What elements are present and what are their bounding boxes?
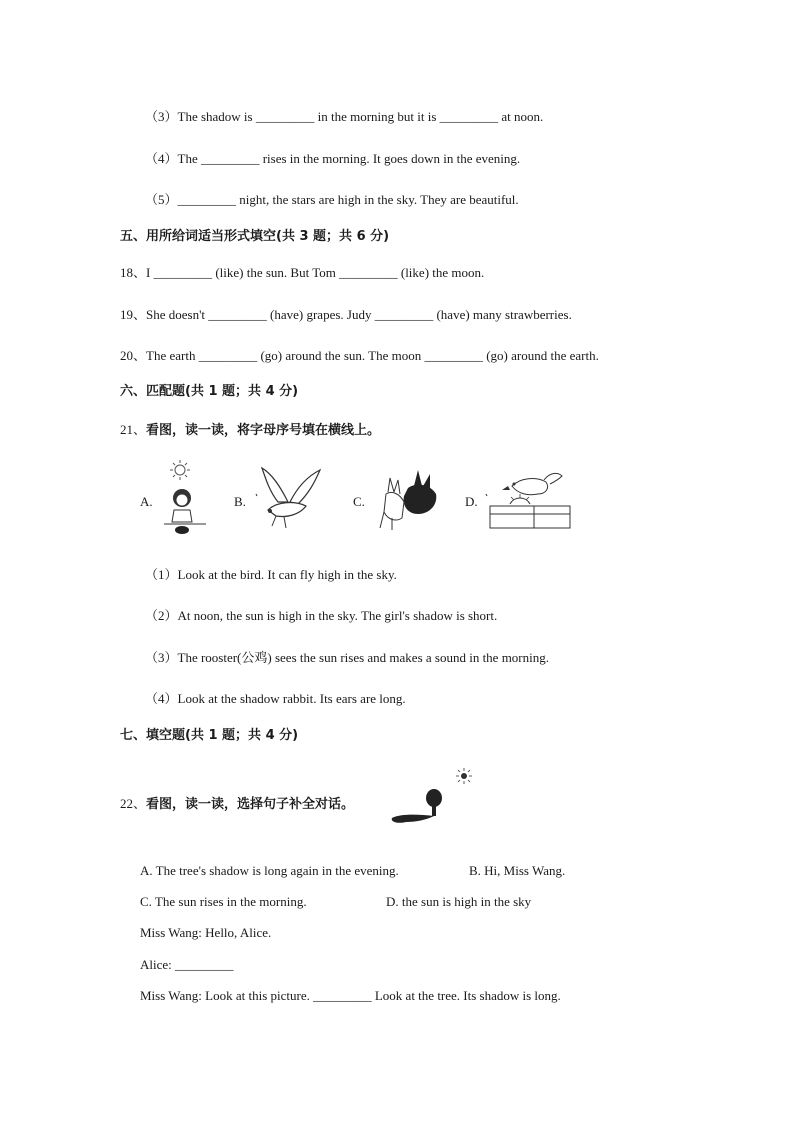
picture-label-b: B.: [234, 494, 246, 509]
option-d: D. the sun is high in the sky: [386, 894, 532, 909]
question-4-3: （3）The shadow is _________ in the morning but it is _________ at noon.: [145, 109, 544, 124]
tree-shadow-picture: [386, 766, 478, 828]
question-22: [120, 795, 354, 814]
question-19: 19、She doesn't _________ (have) grapes. Judy _________ (have) many strawberries.: [120, 307, 572, 322]
question-21: [120, 421, 380, 440]
section-7-heading: 七、填空题(共 1 题；共 4 分): [120, 728, 299, 743]
question-21-number: 21、: [120, 422, 147, 437]
question-18: 18、I _________ (like) the sun. But Tom _________ (like) the moon.: [120, 265, 485, 280]
question-4-4: （4）The _________ rises in the morning. It goes down in the evening.: [145, 151, 521, 166]
match-item-1: （1）Look at the bird. It can fly high in the sky.: [145, 567, 397, 582]
question-22-number: 22、: [120, 796, 147, 811]
picture-label-d: D.: [465, 494, 478, 509]
match-item-4: （4）Look at the shadow rabbit. Its ears are long.: [145, 691, 406, 706]
question-20: 20、The earth _________ (go) around the sun. The moon _________ (go) around the earth.: [120, 348, 599, 363]
shadow-rabbit-picture: [374, 468, 442, 532]
section-6-heading: 六、匹配题(共 1 题；共 4 分): [120, 384, 299, 399]
girl-shadow-picture: [160, 458, 210, 538]
question-4-5: （5）_________ night, the stars are high in the sky. They are beautiful.: [145, 192, 519, 207]
section-5-heading: 五、用所给词适当形式填空(共 3 题；共 6 分): [120, 229, 390, 244]
match-item-2: （2）At noon, the sun is high in the sky. The girl's shadow is short.: [145, 608, 498, 623]
match-item-3: （3）The rooster(公鸡) sees the sun rises and makes a sound in the morning.: [145, 650, 550, 665]
question-22-instruction: 看图，读一读，选择句子补全对话。: [146, 797, 355, 812]
flying-bird-picture: [250, 466, 325, 532]
option-b: B. Hi, Miss Wang.: [469, 863, 566, 878]
rooster-sunrise-picture: [484, 466, 574, 532]
option-c: C. The sun rises in the morning.: [140, 894, 307, 909]
dialog-line-2: Alice: _________: [140, 957, 234, 972]
dialog-line-1: Miss Wang: Hello, Alice.: [140, 925, 272, 940]
picture-label-c: C.: [353, 494, 365, 509]
option-a: A. The tree's shadow is long again in the evening.: [140, 863, 399, 878]
question-21-instruction: 看图，读一读，将字母序号填在横线上。: [146, 423, 381, 438]
picture-label-a: A.: [140, 494, 153, 509]
dialog-line-3: Miss Wang: Look at this picture. _________ Look at the tree. Its shadow is long.: [140, 988, 561, 1003]
